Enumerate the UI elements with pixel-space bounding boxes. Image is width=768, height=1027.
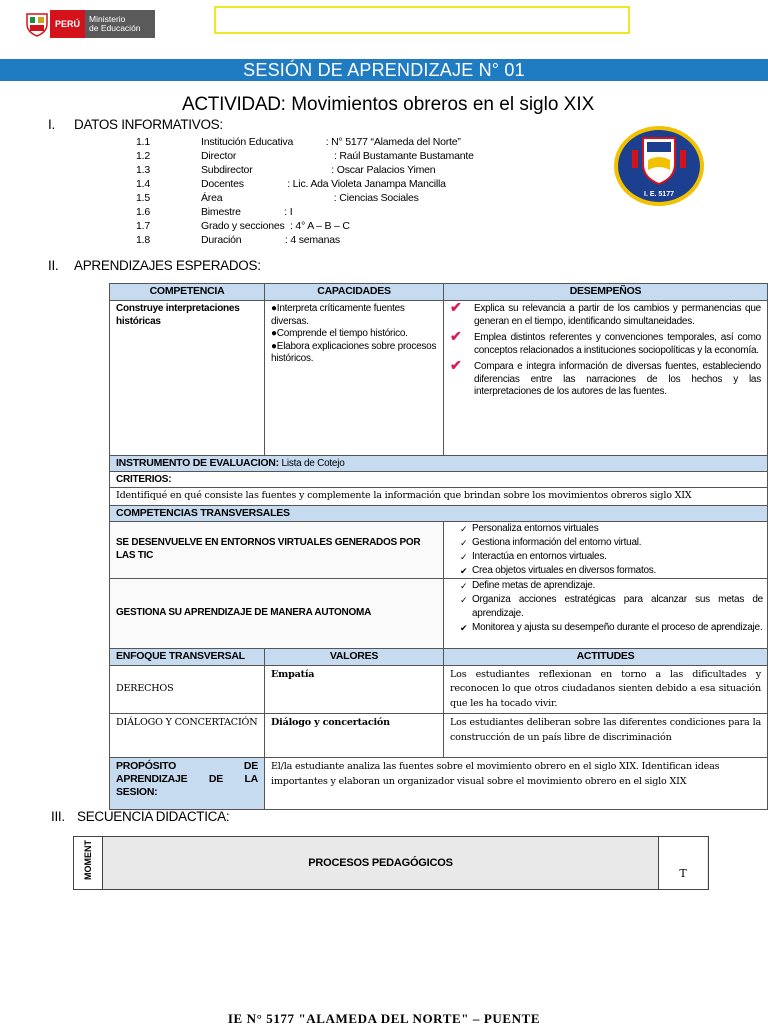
section-2-number: II. (48, 258, 59, 273)
list-item: ✓ Personaliza entornos virtuales (460, 522, 599, 534)
capacidades-cell (265, 301, 444, 456)
section-3-heading (51, 809, 229, 824)
school-emblem (612, 124, 706, 208)
instrumento-label: INSTRUMENTO DE EVALUACION: (116, 457, 279, 469)
capacidad-1: ●Interpreta críticamente fuentes diversas. (271, 303, 405, 327)
list-item: ✓ Define metas de aprendizaje. (460, 579, 596, 591)
datos-number: 1.4 (136, 178, 150, 190)
title-highlight-box (214, 6, 630, 34)
actitudes-header: ACTITUDES (444, 648, 768, 665)
list-item: ✔ Crea objetos virtuales en diversos formatos. (460, 564, 657, 576)
datos-number: 1.7 (136, 220, 150, 232)
autonoma-items-cell (444, 578, 768, 648)
section-1-heading (48, 117, 223, 132)
checkmark-icon: ✓ (460, 580, 468, 591)
list-item: ✔ Monitorea y ajusta su desempeño durante el proceso de aprendizaje. (460, 621, 763, 633)
peru-shield-icon (24, 10, 50, 38)
desempeno-2-text: Emplea distintos referentes y convenciones temporales, así como conceptos relacionados a instituciones sociopolíticas y la economía. (474, 332, 761, 356)
checkmark-icon: ✓ (460, 594, 468, 605)
list-item: ✓ Gestiona información del entorno virtual. (460, 536, 642, 548)
checkmark-icon: ✓ (460, 537, 468, 548)
logo-ministry (85, 10, 155, 38)
section-1-number: I. (48, 117, 55, 132)
header-desempenos: DESEMPEÑOS (444, 284, 768, 301)
valor-dialogo: Diálogo y concertación (265, 714, 444, 758)
aprendizajes-table (109, 283, 768, 810)
capacidad-2: ●Comprende el tiempo histórico. (271, 328, 408, 339)
section-2-heading (48, 258, 261, 273)
datos-text: Docentes : Lic. Ada Violeta Janampa Mancilla (201, 178, 446, 190)
datos-number: 1.5 (136, 192, 150, 204)
datos-text: Subdirector : Oscar Palacios Yimen (201, 164, 436, 176)
header-competencia: COMPETENCIA (110, 284, 265, 301)
check-icon: ✔ (450, 357, 462, 373)
activity-text: : Movimientos obreros en el siglo XIX (280, 94, 595, 115)
competencias-transversales-header: COMPETENCIAS TRANSVERSALES (110, 505, 768, 521)
check-icon: ✔ (450, 328, 462, 344)
competencia-cell: Construye interpretaciones históricas (110, 301, 265, 456)
datos-number: 1.2 (136, 150, 150, 162)
proposito-text: El/la estudiante analiza las fuentes sobre el movimiento obrero en el siglo XIX. Identifican ideas importantes y elaboran un organizador visual sobre el movimiento obrero en el siglo XIX (265, 758, 768, 810)
actitud-dialogo: Los estudiantes deliberan sobre las diferentes condiciones para la construcción de un país libre de discriminación (444, 714, 768, 758)
criterios-text: Identifiqué en qué consiste las fuentes y complemente la información que brindan sobre los movimientos obreros siglo XIX (110, 488, 768, 506)
autonoma-competencia: GESTIONA SU APRENDIZAJE DE MANERA AUTONOMA (110, 578, 444, 648)
desempeno-1-text: Explica su relevancia a partir de los cambios y permanencias que generan en el tiempo, identificando simultaneidades. (474, 303, 761, 327)
datos-text: Área : Ciencias Sociales (201, 192, 419, 204)
datos-text: Duración : 4 semanas (201, 234, 340, 246)
desempenos-cell (444, 301, 768, 456)
capacidad-3: ●Elabora explicaciones sobre procesos históricos. (271, 340, 437, 364)
enfoque-header: ENFOQUE TRANSVERSAL (110, 648, 265, 665)
school-emblem-icon (612, 124, 706, 208)
section-1-title: DATOS INFORMATIVOS: (74, 117, 223, 132)
page-footer: IE N° 5177 "ALAMEDA DEL NORTE" – PUENTE (227, 1011, 541, 1026)
logo-country: PERÚ (50, 10, 85, 38)
valores-header: VALORES (265, 648, 444, 665)
activity-label: ACTIVIDAD (182, 94, 281, 115)
proposito-label: PROPÓSITO DE APRENDIZAJE DE LA SESION: (110, 758, 265, 810)
valor-empatia: Empatía (265, 665, 444, 714)
header-capacidades: CAPACIDADES (265, 284, 444, 301)
instrumento-row (110, 456, 768, 472)
momento-header (74, 837, 103, 889)
section-3-number: III. (51, 809, 65, 824)
datos-text: Director : Raúl Bustamante Bustamante (201, 150, 474, 162)
checkmark-icon: ✔ (460, 565, 468, 576)
checkmark-icon: ✓ (460, 523, 468, 534)
enfoque-derechos: DERECHOS (110, 665, 265, 714)
checkmark-icon: ✔ (460, 622, 468, 633)
tic-competencia: SE DESENVUELVE EN ENTORNOS VIRTUALES GENERADOS POR LAS TIC (110, 521, 444, 578)
tic-list (448, 522, 763, 578)
desempeno-2 (450, 328, 761, 357)
actitud-derechos: Los estudiantes reflexionan en torno a las dificultades y reconocen lo que otros ciudadanos sienten debido a esa situación que les ha tocado vivir. (444, 665, 768, 714)
datos-number: 1.6 (136, 206, 150, 218)
datos-text: Grado y secciones : 4° A – B – C (201, 220, 350, 232)
tiempo-header: T (658, 837, 707, 889)
desempeno-1 (450, 299, 761, 328)
section-3-title: SECUENCIA DIDACTICA: (77, 809, 230, 824)
logo-ministry-line2: de Educación (89, 23, 141, 33)
emblem-caption: I. E. 5177 (644, 191, 674, 198)
desempeno-3-text: Compara e integra información de diversas fuentes, estableciendo diferencias entre las narraciones de los hechos y las interpretaciones de los autores de las fuentes. (474, 361, 761, 397)
instrumento-value: Lista de Cotejo (281, 458, 345, 469)
datos-number: 1.3 (136, 164, 150, 176)
checkmark-icon: ✓ (460, 551, 468, 562)
desempeno-3 (450, 357, 761, 399)
minedu-logo (24, 10, 155, 38)
logo-ministry-line1: Ministerio (89, 14, 126, 24)
datos-number: 1.8 (136, 234, 150, 246)
datos-number: 1.1 (136, 136, 150, 148)
session-banner: SESIÓN DE APRENDIZAJE N° 01 (0, 59, 768, 81)
tic-items-cell (444, 521, 768, 578)
section-2-title: APRENDIZAJES ESPERADOS: (74, 258, 261, 273)
autonoma-list (448, 579, 763, 635)
datos-text: Institución Educativa : N° 5177 “Alameda del Norte” (201, 136, 461, 148)
list-item: ✓ Interactúa en entornos virtuales. (460, 550, 607, 562)
check-icon: ✔ (450, 299, 462, 315)
procesos-header: PROCESOS PEDAGÓGICOS (308, 857, 453, 869)
secuencia-table (73, 836, 709, 890)
enfoque-dialogo: DIÁLOGO Y CONCERTACIÓN (110, 714, 265, 758)
list-item: ✓ Organiza acciones estratégicas para alcanzar sus metas de aprendizaje. (460, 593, 763, 619)
criterios-label: CRITERIOS: (110, 472, 768, 488)
momento-label: MOMENT (83, 840, 93, 880)
datos-text: Bimestre : I (201, 206, 293, 218)
activity-title (182, 94, 594, 116)
